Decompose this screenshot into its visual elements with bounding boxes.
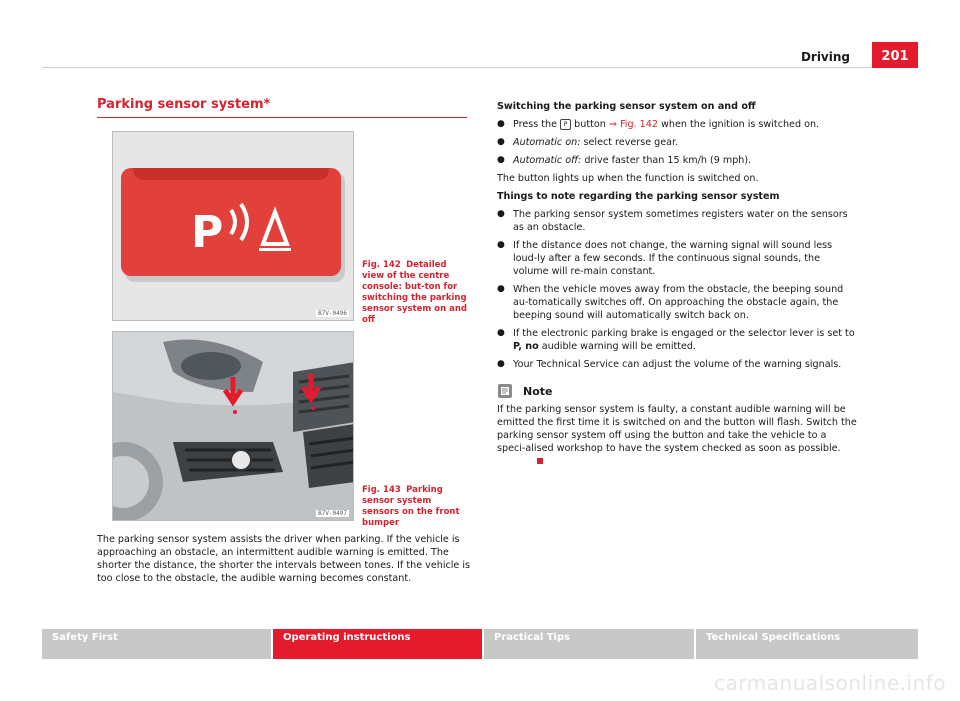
chapter-title: Driving	[800, 50, 850, 64]
brake-text-after: audible warning will be emitted.	[541, 341, 697, 352]
notes-heading: Things to note regarding the parking sensor system	[497, 191, 780, 202]
bumper-sensors-illustration	[113, 332, 354, 521]
parking-button-illustration	[113, 132, 354, 321]
parking-button-icon: P	[560, 119, 571, 130]
figure-label: Fig. 142	[362, 260, 401, 270]
brake-mid: , no	[518, 341, 539, 352]
auto-off-text: drive faster than 15 km/h (9 mph).	[584, 155, 752, 166]
list-item	[497, 283, 857, 322]
note-item-text: If the distance does not change, the warning signal will sound less loud-ly after a few seconds. If the continuous signal sounds, the volume will re-main constant.	[513, 240, 833, 277]
figure-label: Fig. 143	[362, 485, 401, 495]
section-title-rule	[97, 117, 467, 118]
press-text-tail: when the ignition is switched on.	[661, 119, 820, 130]
svg-text:P: P	[191, 207, 224, 258]
list-item	[497, 239, 857, 278]
note-body: If the parking sensor system is faulty, a constant audible warning will be emitted the first time it is switched on and the button will flash. Switch the parking sensor system off using the button and take the vehicle to a speci-alised workshop to have the system checked as soon as possible.	[497, 404, 857, 454]
auto-off-label: Automatic off:	[513, 155, 582, 166]
switching-heading: Switching the parking sensor system on and off	[497, 101, 756, 112]
bullet-icon: ●	[497, 328, 505, 338]
bullet-icon: ●	[497, 119, 505, 129]
list-item	[497, 358, 857, 371]
figure-caption-text: Parking sensor system sensors on the front bumper	[362, 485, 460, 528]
footer-nav	[42, 629, 918, 659]
tab-practical-tips[interactable]: Practical Tips	[484, 629, 696, 659]
figure-caption-text: Detailed view of the centre console: but-ton for switching the parking sensor system on and off	[362, 260, 467, 325]
volume-text: Your Technical Service can adjust the volume of the warning signals.	[513, 359, 842, 370]
tab-operating-instructions[interactable]: Operating instructions	[273, 629, 484, 659]
right-column	[497, 100, 857, 473]
bullet-icon: ●	[497, 240, 505, 250]
tab-technical-specifications[interactable]: Technical Specifications	[696, 629, 918, 659]
note-icon	[497, 383, 513, 399]
bullet-icon: ●	[497, 284, 505, 294]
section-title: Parking sensor system*	[97, 97, 271, 112]
list-item	[497, 327, 857, 353]
figure-code: B7V-0496	[318, 310, 347, 317]
figure-caption-143	[362, 485, 470, 529]
bullet-icon: ●	[497, 155, 505, 165]
bullet-icon: ●	[497, 137, 505, 147]
header-rule	[42, 67, 918, 68]
page-number: 201	[872, 42, 918, 68]
auto-on-text: select reverse gear.	[583, 137, 679, 148]
end-of-section-icon	[537, 458, 543, 464]
press-text-after: button	[574, 119, 606, 130]
auto-on-label: Automatic on:	[513, 137, 581, 148]
list-item	[497, 154, 857, 167]
list-item	[497, 208, 857, 234]
note-header	[497, 383, 857, 399]
intro-paragraph: The parking sensor system assists the driver when parking. If the vehicle is approaching an obstacle, an intermittent audible warning is emitted. The shorter the distance, the shorter the intervals between tones. If the vehicle is too close to the obstacle, the audible warning becomes constant.	[97, 534, 471, 584]
note-title: Note	[523, 384, 553, 398]
note-item-text: The parking sensor system sometimes registers water on the sensors as an obstacle.	[513, 209, 848, 233]
brake-p: P	[513, 341, 519, 352]
figure-bumper-sensors	[112, 331, 354, 521]
watermark: carmanualsonline.info	[714, 671, 946, 695]
figure-caption-142	[362, 260, 470, 326]
fig-142-link[interactable]: ⇒ Fig. 142	[608, 119, 658, 130]
figure-parking-button	[112, 131, 354, 321]
bullet-icon: ●	[497, 359, 505, 369]
note-text	[497, 403, 857, 468]
list-item	[497, 136, 857, 149]
lights-up-text: The button lights up when the function is switched on.	[497, 173, 759, 184]
list-item	[497, 118, 857, 131]
press-text-before: Press the	[513, 119, 558, 130]
brake-text-before: If the electronic parking brake is engaged or the selector lever is set to	[513, 328, 855, 339]
note-item-text: When the vehicle moves away from the obstacle, the beeping sound au-tomatically switches off. On approaching the obstacle again, the beeping sound will automatically switch back on.	[513, 284, 844, 321]
bullet-icon: ●	[497, 209, 505, 219]
figure-code: B7V-0497	[318, 510, 347, 517]
tab-safety-first[interactable]: Safety First	[42, 629, 273, 659]
